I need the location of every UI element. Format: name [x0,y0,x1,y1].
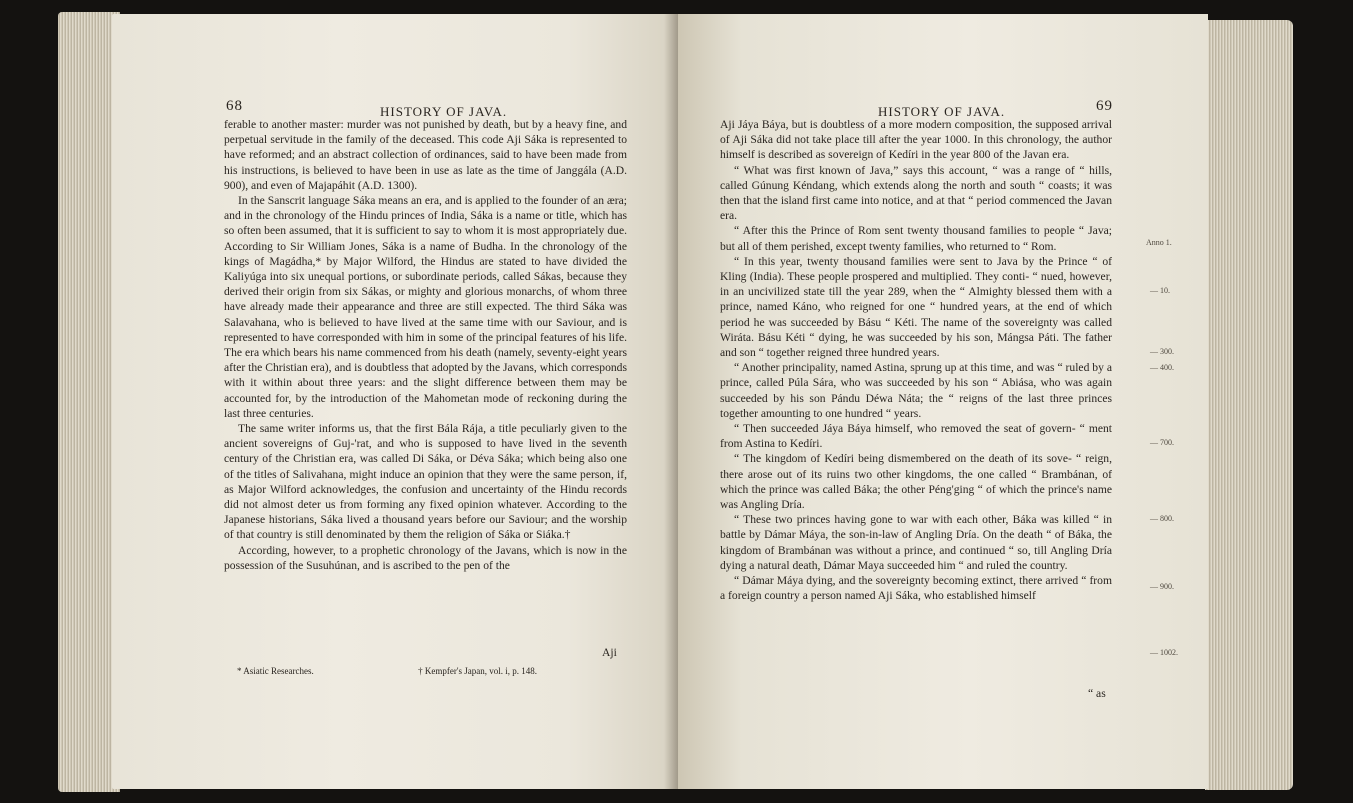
catchword-left: Aji [602,646,617,659]
running-head-right: HISTORY OF JAVA. [878,104,1006,119]
footnote: † Kempfer's Japan, vol. i, p. 148. [418,666,537,676]
quote-paragraph: “ The kingdom of Kedíri being dismembered on the death of its sove- “ reign, there arose out of its ruins two other kingdoms, the one called “ Brambánan, of which the prince was called Báka; the other Péng'ging “ of which the prince's name was Angling Dría. [720,452,1112,512]
quote-paragraph: “ What was first known of Java,” says this account, “ was a range of “ hills, called Gúnung Kéndang, which extends along the north and south “ coasts; it was then that the island first came into notice, and at that “ period commenced the Javan era. [720,163,1112,223]
paragraph: ferable to another master: murder was not punished by death, but by a heavy fine, and perpetual servitude in the family of the deceased. This code Aji Sáka is represented to have reformed; and an abstract collection of ordinances, said to have been made from his instructions, is believed to have been in use as late as the time of Janggála (A.D. 900), and even of Majapáhit (A.D. 1300). [224,118,627,192]
margin-date: — 700. [1150,438,1174,447]
margin-date: — 300. [1150,347,1174,356]
left-page [112,14,682,789]
paragraph: In the Sanscrit language Sáka means an era, and is applied to the founder of an æra; and in the chronology of the Hindu princes of India, Sáka is a name or title, which has so often been assumed, that it is sufficient to say to whom it is most appropriately due. According to Sir William Jones, Sáka is a name of Budha. In the chronology of the kings of Magádha,* by Major Wilford, the Hindus are stated to have divided the Kaliyúga into six unequal portions, or subordinate periods, called Sákas, because they derived their origin from six Sákas, or mighty and glorious monarchs, of whom three have already made their appearance and three are still expected. The third Sáka was Salavahana, who is believed to have lived at the same time with our Saviour, and is represented to have corresponded with him in some of the principal features of his life. The era which bears his name commenced from his death (namely, seventy-eight years after the Christian era), and is doubtless that adopted by the Javans, which corresponds with it within about three years: and the slight difference between them may be accounted for, by the introduction of the Mahometan mode of reckoning during the last three centuries. [224,194,627,420]
left-body-text [224,117,627,573]
page-number-left: 68 [226,98,243,114]
right-page [678,14,1208,789]
footnotes [237,666,537,676]
right-page-edges [1205,20,1293,790]
right-body-text [720,117,1112,604]
margin-date: Anno 1. [1146,238,1172,247]
running-head-left: HISTORY OF JAVA. [380,104,508,119]
left-page-edges [58,12,120,792]
quote-paragraph: “ These two princes having gone to war with each other, Báka was killed “ in battle by Dámar Máya, the son-in-law of Angling Dría. On the death “ of Báka, the kingdom of Brambánan was without a prince, and continued “ so, till Angling Dría dying a natural death, Dámar Maya succeeded him “ and ruled the country. [720,513,1112,572]
margin-date: — 10. [1150,286,1170,295]
margin-date: — 900. [1150,582,1174,591]
quote-paragraph: “ After this the Prince of Rom sent twenty thousand families to people “ Java; but all of them perished, except twenty families, who returned to “ Rom. [720,224,1112,253]
paragraph: According, however, to a prophetic chronology of the Javans, which is now in the possession of the Susuhúnan, and is ascribed to the pen of the [224,543,627,572]
paragraph: The same writer informs us, that the first Bála Rája, a title peculiarly given to the ancient sovereigns of Guj-'rat, and who is supposed to have lived in the seventh century of the Christian era, was called Di Sáka, or Déva Sáka; which being also one of the titles of Salivahana, might induce an opinion that they were the same person, if, as Major Wilford acknowledges, the confusion and uncertainty of the Hindu records did not almost deter us from forming any fixed opinion whatever. According to the Japanese historians, Sáka lived a thousand years before our Saviour; and the worship of that country is still denominated by them the religion of Sáka or Siáka.† [224,422,627,542]
quote-paragraph: “ Then succeeded Jáya Báya himself, who removed the seat of govern- “ ment from Astina to Kedíri. [720,422,1112,451]
quote-paragraph: “ Another principality, named Astina, sprung up at this time, and was “ ruled by a prince, called Púla Sára, who was succeeded by his son “ Abiása, who was again succeeded by his son Pándu Déwa Náta; the “ reigns of the last three princes together amounting to one hundred “ years. [720,361,1112,420]
quote-paragraph: “ Dámar Máya dying, and the sovereignty becoming extinct, there arrived “ from a foreign country a person named Aji Sáka, who established himself [720,574,1112,603]
page-number-right: 69 [1096,98,1113,114]
margin-date: — 800. [1150,514,1174,523]
catchword-right: “ as [1088,687,1106,700]
margin-date: — 1002. [1150,648,1178,657]
paragraph: Aji Jáya Báya, but is doubtless of a more modern composition, the supposed arrival of Aji Sáka did not take place till after the year 1000. In this chronology, the author himself is described as sovereign of Kedíri in the year 800 of the Javan era. [720,118,1112,162]
margin-date: — 400. [1150,363,1174,372]
footnote: * Asiatic Researches. [237,666,314,676]
quote-paragraph: “ In this year, twenty thousand families were sent to Java by the Prince “ of Kling (India). These people prospered and multiplied. They conti- “ nued, however, in an uncivilized state till the year 289, when the “ Almighty blessed them with a prince, named Káno, who reigned for one “ hundred years, at the end of which period he was succeeded by Básu “ Kéti. The name of the sovereignty was called Wiráta. Básu Kéti “ dying, he was succeeded by his son, Mángsa Páti. The father and son “ together reigned three hundred years. [720,254,1112,360]
